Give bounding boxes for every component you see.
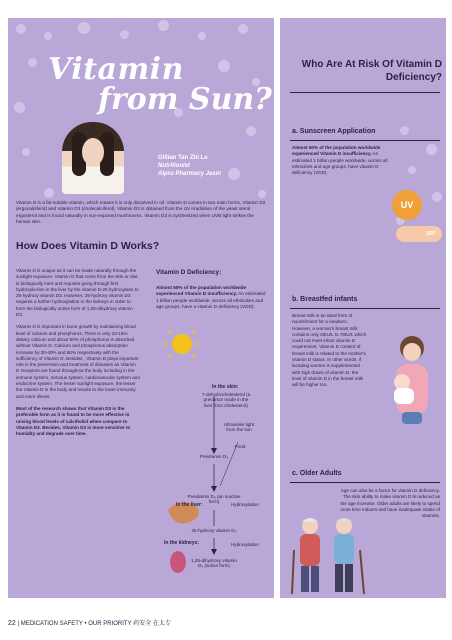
section-b-text: Breast milk is an ideal form of nourishment for a newborn. However, a woman's breast milk contains only 25IU/L to 78IU/L which could not meet infant vitamin D requirement. Vitamin D content of breast milk is related to the mother's vitamin D status. In other words, if lactating women is supplemented with high doses of vitamin D, the level of vitamin D in the breast milk will be higher too.	[292, 313, 367, 388]
arrow-head-2	[211, 486, 217, 492]
title-from-sun: from Sun?	[98, 82, 272, 117]
label-in-skin: In the skin:	[212, 384, 239, 390]
label-in-kidneys: In the kidneys:	[164, 540, 200, 546]
page-footer	[8, 618, 171, 627]
label-hydroxylation-liver: Hydroxylation	[231, 502, 259, 507]
page-number: 22	[8, 620, 16, 627]
label-dehydrocholesterol: 7-dehydrocholesterol (a precursor made in the liver from cholesterol)	[201, 392, 251, 408]
older-adults-icon	[286, 516, 376, 596]
label-dihydroxy: 1,25-dihydroxy vitamin D₃ (active form)	[191, 558, 237, 569]
sun-icon	[164, 330, 200, 357]
label-hydroxylation-kidney: Hydroxylation	[231, 542, 259, 547]
section-c-title: c. Older Adults	[292, 470, 342, 477]
risk-heading-divider	[290, 92, 440, 93]
arrow-head-4	[211, 549, 217, 555]
how-heading: How Does Vitamin D Works?	[16, 240, 160, 252]
label-previtamin-inactive: Previtamin D₃ (an inactive form)	[187, 494, 241, 505]
label-previtamin: Previtamin D₃	[199, 454, 229, 459]
section-a-rest: An estimated 1 billion people worldwide, across all ethnicities and age groups, have vitamin D deficiency (VDD).	[292, 151, 388, 176]
footer-divider: |	[17, 621, 21, 627]
label-in-liver: In the liver:	[176, 502, 203, 508]
deficiency-text	[156, 285, 268, 311]
label-uv-light: Ultraviolet light from the sun	[223, 422, 255, 433]
deficiency-rest: An estimated 1 billion people worldwide, across all ethnicities and age groups, have a vitamin D deficiency (VDD).	[156, 291, 266, 310]
section-c-text: Age can also be a factor for vitamin D deficiency. The skin ability to make vitamin D is reduced as the age increase. Older adults are likely to spend more time indoors and have inadequate intake of vitamins.	[340, 488, 440, 519]
spf-sunscreen-icon: SPF	[396, 226, 442, 242]
kidney-icon	[170, 551, 186, 573]
how-paragraph-3: Most of the research shows that Vitamin D3 is the preferable form as it is found to be more effective in raising blood levels of calcifediol when compare to Vitamin D2. Besides, Vitamin D3 is more sensitive to humidity and degrade over time.	[16, 405, 131, 437]
how-paragraph-2: Vitamin D is important in bone growth by maintaining blood level of calcium and phosphorus. There is only 10-15% dietary calcium and about 60% of phosphorus is absorbed without Vitamin D. Calcium and phosphorus absorption increase by 30-40% and 80% respectively with the sufficiency of Vitamin D. Besides , Vitamin D plays important role in the prevention and treatment of diseases as Vitamin D receptors are found throughout the body including in the immune system, nervous system, cardiovascular system and endocrine system. The lesser sunlight exposure, the lesser the Vitamin D in the body and results to the lower immunity and more illness.	[16, 324, 140, 399]
deficiency-bold: Almost 50% of the population worldwide experienced Vitamin D insufficiency.	[156, 285, 247, 297]
section-a-text	[292, 145, 388, 176]
title-vitamin: Vitamin	[48, 52, 184, 87]
author-name: Gillian Tan Zhi Le	[158, 155, 208, 161]
deficiency-heading: Vitamin D Deficiency:	[156, 269, 222, 276]
section-a-title: a. Sunscreen Application	[292, 128, 376, 135]
author-org: Alpro Pharmacy Jasin	[158, 171, 222, 177]
uv-icon: UV	[392, 190, 422, 220]
section-a-divider	[290, 140, 440, 141]
label-25-hydroxy: 25-hydroxy vitamin D₃	[191, 528, 237, 533]
intro-paragraph: Vitamin D is a fat-soluble vitamin, which means it is only dissolved in oil. Vitamin D comes in two main forms, Vitamin D2 (ergocalciferol) and Vitamin D3 (cholecalciferol). Vitamin D2 is obtained from the UV irradiation of the yeast sterol ergosterol and is found naturally in sun-exposed mushrooms. Vitamin D3 is synthesized when UVB light strikes the human skin.	[16, 200, 266, 225]
mother-baby-icon	[372, 330, 444, 426]
how-paragraph-1: Vitamin D is unique as it can be made naturally through the sunlight exposure. Vitamin D that come from the skin or diet is biologically inert and requires going through first hydroxyla-tion in the liver by the vitamin D-25 hydroxylase to 25-hydroxy vitamin D3. However, 25-hydroxy vitamin D3 requires a further hydroxylation in the kidneys in order to form the biologically active form of 1,25-dihydroxy vitamin D3.	[16, 268, 139, 318]
vitamin-d-pathway-diagram	[160, 330, 268, 592]
section-a-bold: Almost 50% of the population worldwide experienced Vitamin D insufficiency.	[292, 145, 381, 157]
label-food: Food	[234, 444, 246, 449]
section-b-divider	[290, 308, 440, 309]
author-photo	[62, 122, 124, 194]
section-b-title: b. Breastfed infants	[292, 296, 358, 303]
section-c-divider	[290, 482, 440, 483]
how-body	[16, 268, 140, 443]
pathway-graphics	[160, 330, 268, 592]
author-byline	[158, 154, 221, 178]
footer-text: MEDICATION SAFETY • OUR PRIORITY 药安全 在太专	[20, 621, 171, 627]
author-role: Nutritionist	[158, 163, 190, 169]
risk-heading: Who Are At Risk Of Vitamin D Deficiency?	[301, 59, 442, 83]
